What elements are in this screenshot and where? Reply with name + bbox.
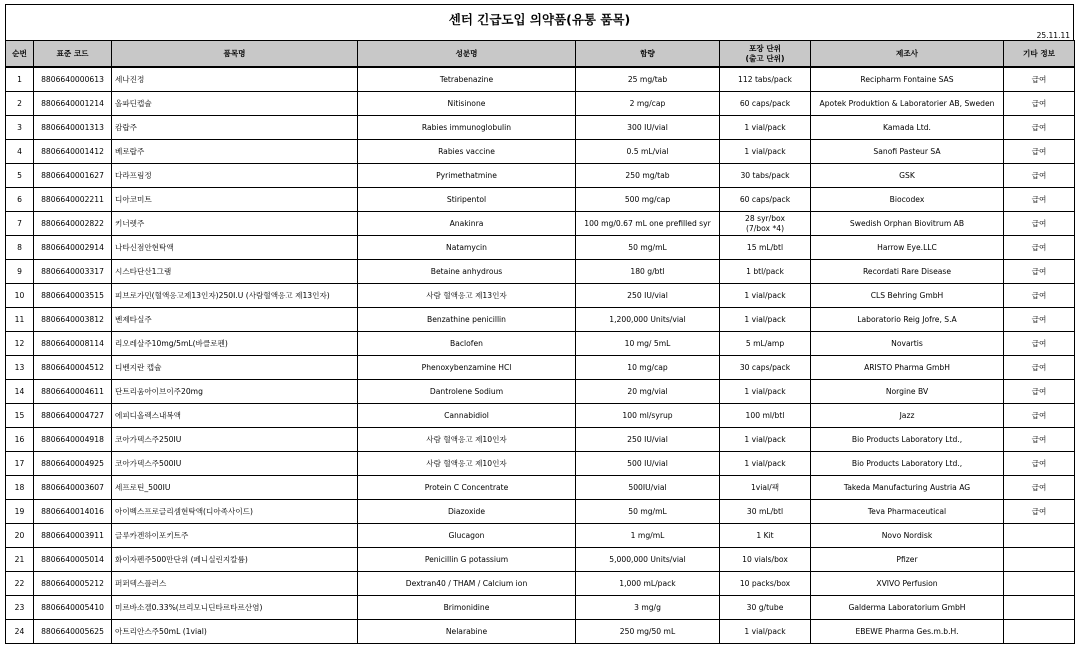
cell-strength: 1,200,000 Units/vial (576, 308, 720, 332)
spreadsheet-page (5, 4, 1074, 641)
cell-code: 8806640014016 (34, 500, 112, 524)
cell-ingredient: 사람 혈액응고 제10인자 (358, 452, 576, 476)
cell-package: 5 mL/amp (720, 332, 811, 356)
cell-no: 5 (6, 164, 34, 188)
cell-package: 112 tabs/pack (720, 67, 811, 92)
table-row (6, 140, 1075, 164)
table-row (6, 236, 1075, 260)
cell-product: 코아가덱스주250IU (112, 428, 358, 452)
cell-code: 8806640003911 (34, 524, 112, 548)
cell-ingredient: Diazoxide (358, 500, 576, 524)
cell-code: 8806640005410 (34, 596, 112, 620)
cell-manufacturer: Galderma Laboratorium GmbH (811, 596, 1004, 620)
cell-manufacturer: Swedish Orphan Biovitrum AB (811, 212, 1004, 236)
cell-strength: 20 mg/vial (576, 380, 720, 404)
cell-no: 8 (6, 236, 34, 260)
cell-package: 30 caps/pack (720, 356, 811, 380)
cell-strength: 500IU/vial (576, 476, 720, 500)
cell-code: 8806640001214 (34, 92, 112, 116)
cell-strength: 10 mg/cap (576, 356, 720, 380)
cell-ingredient: Protein C Concentrate (358, 476, 576, 500)
cell-other: 급여 (1004, 356, 1075, 380)
cell-product: 미르바소겔0.33%(브리모니딘타르타르산염) (112, 596, 358, 620)
cell-other: 급여 (1004, 140, 1075, 164)
cell-code: 8806640005212 (34, 572, 112, 596)
cell-package: 30 mL/btl (720, 500, 811, 524)
cell-product: 아트리안스주50mL (1vial) (112, 620, 358, 644)
cell-package: 60 caps/pack (720, 92, 811, 116)
cell-code: 8806640001313 (34, 116, 112, 140)
cell-other: 급여 (1004, 188, 1075, 212)
table-row (6, 284, 1075, 308)
cell-other: 급여 (1004, 476, 1075, 500)
cell-package: 60 caps/pack (720, 188, 811, 212)
cell-no: 2 (6, 92, 34, 116)
cell-ingredient: Dextran40 / THAM / Calcium ion (358, 572, 576, 596)
cell-ingredient: Penicillin G potassium (358, 548, 576, 572)
cell-other: 급여 (1004, 116, 1075, 140)
table-header-row (6, 41, 1075, 68)
header-product: 품목명 (112, 41, 358, 68)
cell-ingredient: Nitisinone (358, 92, 576, 116)
cell-ingredient: Betaine anhydrous (358, 260, 576, 284)
cell-ingredient: Stiripentol (358, 188, 576, 212)
cell-product: 시스타단산1그램 (112, 260, 358, 284)
cell-code: 8806640004512 (34, 356, 112, 380)
cell-no: 18 (6, 476, 34, 500)
cell-manufacturer: GSK (811, 164, 1004, 188)
cell-ingredient: Brimonidine (358, 596, 576, 620)
cell-product: 올파딘캡슐 (112, 92, 358, 116)
cell-manufacturer: Bio Products Laboratory Ltd., (811, 452, 1004, 476)
cell-package: 10 packs/box (720, 572, 811, 596)
cell-strength: 50 mg/mL (576, 236, 720, 260)
cell-code: 8806640002211 (34, 188, 112, 212)
header-other: 기타 정보 (1004, 41, 1075, 68)
cell-no: 11 (6, 308, 34, 332)
cell-other: 급여 (1004, 236, 1075, 260)
cell-manufacturer: Biocodex (811, 188, 1004, 212)
cell-manufacturer: Novo Nordisk (811, 524, 1004, 548)
cell-ingredient: 사람 혈액응고 제10인자 (358, 428, 576, 452)
cell-package: 100 ml/btl (720, 404, 811, 428)
cell-no: 6 (6, 188, 34, 212)
cell-strength: 3 mg/g (576, 596, 720, 620)
cell-product: 글루카겐하이포키트주 (112, 524, 358, 548)
cell-no: 13 (6, 356, 34, 380)
cell-manufacturer: Bio Products Laboratory Ltd., (811, 428, 1004, 452)
cell-manufacturer: ARISTO Pharma GmbH (811, 356, 1004, 380)
cell-package: 1 vial/pack (720, 140, 811, 164)
cell-other: 급여 (1004, 164, 1075, 188)
cell-strength: 100 ml/syrup (576, 404, 720, 428)
cell-strength: 10 mg/ 5mL (576, 332, 720, 356)
table-row (6, 620, 1075, 644)
cell-product: 에피디올렉스내복액 (112, 404, 358, 428)
cell-strength: 180 g/btl (576, 260, 720, 284)
cell-strength: 300 IU/vial (576, 116, 720, 140)
cell-manufacturer: Novartis (811, 332, 1004, 356)
cell-product: 아이벡스프로글리셈현탁액(디아족사이드) (112, 500, 358, 524)
cell-package: 15 mL/btl (720, 236, 811, 260)
page-title: 센터 긴급도입 의약품(유통 품목) (448, 12, 631, 27)
cell-ingredient: Glucagon (358, 524, 576, 548)
cell-ingredient: Anakinra (358, 212, 576, 236)
cell-manufacturer: Pfizer (811, 548, 1004, 572)
cell-code: 8806640002822 (34, 212, 112, 236)
cell-code: 8806640003317 (34, 260, 112, 284)
cell-code: 8806640002914 (34, 236, 112, 260)
table-row (6, 380, 1075, 404)
cell-strength: 100 mg/0.67 mL one prefilled syr (576, 212, 720, 236)
cell-no: 21 (6, 548, 34, 572)
cell-code: 8806640001627 (34, 164, 112, 188)
cell-no: 4 (6, 140, 34, 164)
table-row (6, 476, 1075, 500)
header-ingredient: 성분명 (358, 41, 576, 68)
header-no: 순번 (6, 41, 34, 68)
cell-product: 세나진정 (112, 67, 358, 92)
cell-package: 1 vial/pack (720, 428, 811, 452)
cell-strength: 250 IU/vial (576, 284, 720, 308)
table-row (6, 596, 1075, 620)
cell-other (1004, 548, 1075, 572)
table-row (6, 188, 1075, 212)
cell-manufacturer: Jazz (811, 404, 1004, 428)
cell-manufacturer: XVIVO Perfusion (811, 572, 1004, 596)
cell-other: 급여 (1004, 284, 1075, 308)
cell-manufacturer: Kamada Ltd. (811, 116, 1004, 140)
cell-no: 7 (6, 212, 34, 236)
table-row (6, 572, 1075, 596)
cell-code: 8806640008114 (34, 332, 112, 356)
cell-other: 급여 (1004, 212, 1075, 236)
table-row (6, 500, 1075, 524)
cell-ingredient: Pyrimethatmine (358, 164, 576, 188)
cell-package: 28 syr/box (7/box *4) (720, 212, 811, 236)
table-row (6, 212, 1075, 236)
cell-no: 24 (6, 620, 34, 644)
table-row (6, 524, 1075, 548)
cell-other: 급여 (1004, 260, 1075, 284)
cell-strength: 0.5 mL/vial (576, 140, 720, 164)
cell-product: 코아가덱스주500IU (112, 452, 358, 476)
cell-other (1004, 524, 1075, 548)
table-row (6, 332, 1075, 356)
table-row (6, 452, 1075, 476)
cell-ingredient: Baclofen (358, 332, 576, 356)
cell-product: 캄랍주 (112, 116, 358, 140)
table-row (6, 428, 1075, 452)
cell-code: 8806640003607 (34, 476, 112, 500)
cell-strength: 2 mg/cap (576, 92, 720, 116)
cell-ingredient: Tetrabenazine (358, 67, 576, 92)
cell-strength: 250 mg/50 mL (576, 620, 720, 644)
cell-other: 급여 (1004, 308, 1075, 332)
cell-package: 1 vial/pack (720, 452, 811, 476)
table-row (6, 92, 1075, 116)
cell-ingredient: Cannabidiol (358, 404, 576, 428)
cell-strength: 250 mg/tab (576, 164, 720, 188)
cell-product: 단트리움아이브이주20mg (112, 380, 358, 404)
header-manufacturer: 제조사 (811, 41, 1004, 68)
cell-ingredient: 사람 혈액응고 제13인자 (358, 284, 576, 308)
cell-no: 23 (6, 596, 34, 620)
cell-product: 키너렛주 (112, 212, 358, 236)
cell-code: 8806640004925 (34, 452, 112, 476)
table-row (6, 67, 1075, 92)
cell-package: 1vial/팩 (720, 476, 811, 500)
cell-manufacturer: CLS Behring GmbH (811, 284, 1004, 308)
cell-manufacturer: Laboratorio Reig Jofre, S.A (811, 308, 1004, 332)
document-date: 25.11.11 (1036, 31, 1070, 40)
cell-strength: 1 mg/mL (576, 524, 720, 548)
cell-package: 1 Kit (720, 524, 811, 548)
cell-strength: 25 mg/tab (576, 67, 720, 92)
cell-code: 8806640003515 (34, 284, 112, 308)
cell-no: 10 (6, 284, 34, 308)
cell-other: 급여 (1004, 332, 1075, 356)
cell-no: 1 (6, 67, 34, 92)
cell-no: 19 (6, 500, 34, 524)
table-row (6, 260, 1075, 284)
cell-package: 30 g/tube (720, 596, 811, 620)
cell-other: 급여 (1004, 428, 1075, 452)
cell-manufacturer: Takeda Manufacturing Austria AG (811, 476, 1004, 500)
cell-code: 8806640003812 (34, 308, 112, 332)
table-row (6, 164, 1075, 188)
cell-product: 다라프림정 (112, 164, 358, 188)
cell-other (1004, 572, 1075, 596)
cell-other (1004, 620, 1075, 644)
cell-no: 15 (6, 404, 34, 428)
cell-product: 디아코미트 (112, 188, 358, 212)
cell-package: 30 tabs/pack (720, 164, 811, 188)
drug-table (5, 40, 1075, 644)
cell-product: 나타신점안현탁액 (112, 236, 358, 260)
cell-ingredient: Natamycin (358, 236, 576, 260)
header-code: 표준 코드 (34, 41, 112, 68)
cell-strength: 50 mg/mL (576, 500, 720, 524)
cell-manufacturer: Norgine BV (811, 380, 1004, 404)
cell-package: 1 vial/pack (720, 284, 811, 308)
cell-ingredient: Nelarabine (358, 620, 576, 644)
cell-package: 1 vial/pack (720, 116, 811, 140)
cell-no: 16 (6, 428, 34, 452)
cell-product: 베로랍주 (112, 140, 358, 164)
cell-product: 벤제타실주 (112, 308, 358, 332)
cell-product: 화이자펜주500만단위 (페니실린지칼륨) (112, 548, 358, 572)
cell-other: 급여 (1004, 404, 1075, 428)
cell-strength: 500 mg/cap (576, 188, 720, 212)
cell-package: 1 btl/pack (720, 260, 811, 284)
cell-strength: 1,000 mL/pack (576, 572, 720, 596)
cell-package: 10 vials/box (720, 548, 811, 572)
cell-code: 8806640005625 (34, 620, 112, 644)
cell-ingredient: Rabies immunoglobulin (358, 116, 576, 140)
header-package: 포장 단위 (출고 단위) (720, 41, 811, 68)
cell-no: 12 (6, 332, 34, 356)
cell-product: 리오레살주10mg/5mL(바클로펜) (112, 332, 358, 356)
table-row (6, 116, 1075, 140)
cell-ingredient: Phenoxybenzamine HCl (358, 356, 576, 380)
cell-manufacturer: Recipharm Fontaine SAS (811, 67, 1004, 92)
cell-ingredient: Dantrolene Sodium (358, 380, 576, 404)
cell-product: 디벤지란 캡슐 (112, 356, 358, 380)
table-row (6, 308, 1075, 332)
table-row (6, 548, 1075, 572)
cell-other: 급여 (1004, 67, 1075, 92)
cell-package: 1 vial/pack (720, 380, 811, 404)
cell-no: 22 (6, 572, 34, 596)
cell-manufacturer: Apotek Produktion & Laboratorier AB, Sweden (811, 92, 1004, 116)
cell-other: 급여 (1004, 452, 1075, 476)
cell-code: 8806640004918 (34, 428, 112, 452)
cell-other: 급여 (1004, 500, 1075, 524)
cell-strength: 5,000,000 Units/vial (576, 548, 720, 572)
cell-manufacturer: Sanofi Pasteur SA (811, 140, 1004, 164)
cell-other: 급여 (1004, 380, 1075, 404)
cell-product: 세프로틴_500IU (112, 476, 358, 500)
cell-manufacturer: Recordati Rare Disease (811, 260, 1004, 284)
table-row (6, 404, 1075, 428)
cell-strength: 250 IU/vial (576, 428, 720, 452)
cell-product: 퍼퍼덱스플러스 (112, 572, 358, 596)
cell-code: 8806640000613 (34, 67, 112, 92)
cell-code: 8806640004727 (34, 404, 112, 428)
cell-no: 9 (6, 260, 34, 284)
cell-no: 17 (6, 452, 34, 476)
cell-manufacturer: Teva Pharmaceutical (811, 500, 1004, 524)
cell-code: 8806640004611 (34, 380, 112, 404)
cell-ingredient: Benzathine penicillin (358, 308, 576, 332)
title-area (5, 4, 1074, 40)
cell-package: 1 vial/pack (720, 620, 811, 644)
cell-no: 20 (6, 524, 34, 548)
header-strength: 함량 (576, 41, 720, 68)
cell-product: 피브로가민(혈액응고제13인자)250I.U (사람혈액응고 제13인자) (112, 284, 358, 308)
cell-manufacturer: Harrow Eye.LLC (811, 236, 1004, 260)
table-row (6, 356, 1075, 380)
cell-code: 8806640005014 (34, 548, 112, 572)
cell-package: 1 vial/pack (720, 308, 811, 332)
cell-ingredient: Rabies vaccine (358, 140, 576, 164)
cell-other: 급여 (1004, 92, 1075, 116)
cell-no: 14 (6, 380, 34, 404)
cell-no: 3 (6, 116, 34, 140)
cell-strength: 500 IU/vial (576, 452, 720, 476)
cell-other (1004, 596, 1075, 620)
cell-code: 8806640001412 (34, 140, 112, 164)
cell-manufacturer: EBEWE Pharma Ges.m.b.H. (811, 620, 1004, 644)
